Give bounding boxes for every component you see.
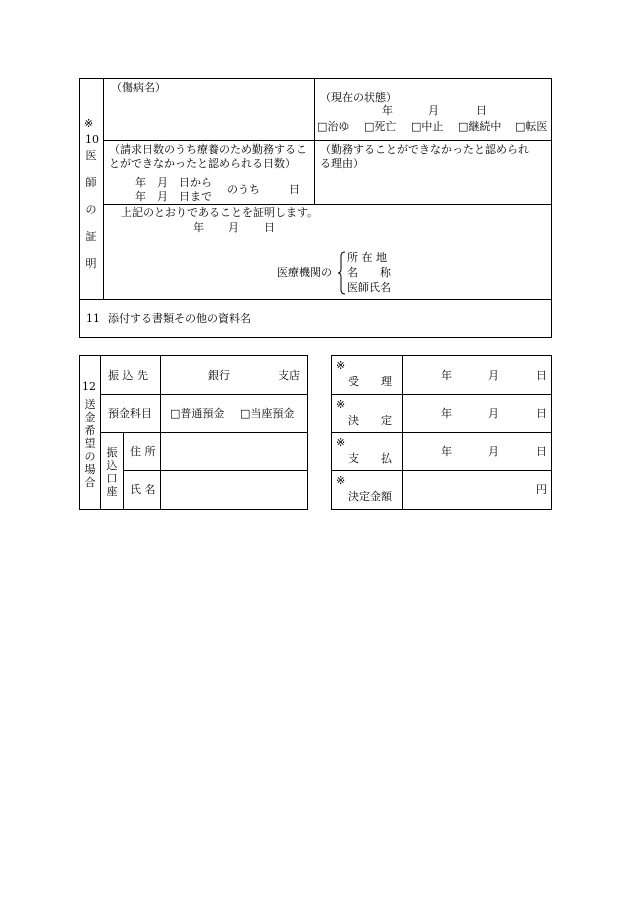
certify-date-month: 月 <box>228 221 239 234</box>
institution-brace-icon <box>337 251 346 295</box>
section10-middle-divider <box>314 78 315 204</box>
section12-row2-divider <box>100 432 308 433</box>
account-type-current[interactable]: □当座預金 <box>240 407 295 420</box>
status-date-day: 日 <box>476 104 487 117</box>
claim-days-label-line2: とができなかったと認められる日数） <box>109 157 296 170</box>
office-decided-label: 決 定 <box>348 414 392 427</box>
bank-label: 銀行 <box>208 369 230 382</box>
account-name-label: 氏 名 <box>130 483 156 496</box>
office-amount-label: 決定金額 <box>348 490 392 503</box>
section10-row1-divider <box>103 140 552 141</box>
office-paid-mark: ※ <box>336 436 346 449</box>
claim-from-date: 年 月 日から <box>135 176 212 189</box>
section12-title: 送 金 希 望 の 場 合 <box>84 398 96 489</box>
status-option-discontinued[interactable]: □中止 <box>411 120 444 133</box>
institution-name-label: 名 称 <box>347 266 391 279</box>
section12-row1-divider <box>100 394 308 395</box>
section10-title: 医 師 の 証 明 <box>85 149 97 270</box>
institution-address-label: 所 在 地 <box>347 251 387 264</box>
claim-day-unit: 日 <box>289 183 300 196</box>
office-decided-mark: ※ <box>336 398 346 411</box>
certify-date-day: 日 <box>264 221 275 234</box>
account-group-label: 振 込 口 座 <box>106 446 118 498</box>
office-paid-year: 年 <box>441 445 452 458</box>
section10-number: 10 <box>85 133 99 146</box>
injury-name-label: （傷病名） <box>111 81 166 94</box>
office-paid-month: 月 <box>488 445 499 458</box>
section10-mark: ※ <box>84 117 94 130</box>
section11-number: 11 <box>86 312 100 325</box>
doctor-name-label: 医師氏名 <box>347 281 391 294</box>
office-decided-day: 日 <box>536 407 547 420</box>
branch-label: 支店 <box>278 369 300 382</box>
reason-label-line2: る理由） <box>320 157 364 170</box>
office-paid-day: 日 <box>536 445 547 458</box>
account-type-label: 預金科目 <box>108 407 152 420</box>
office-row2-divider <box>331 432 552 433</box>
section10-title-divider <box>103 78 104 300</box>
office-paid-label: 支 払 <box>348 452 392 465</box>
office-received-mark: ※ <box>336 359 346 372</box>
section10-row2-divider <box>103 204 552 205</box>
office-row3-divider <box>331 470 552 471</box>
reason-label-line1: （勤務することができなかったと認められ <box>320 143 529 156</box>
status-date-month: 月 <box>428 104 439 117</box>
transfer-to-label: 振 込 先 <box>108 369 148 382</box>
office-decided-month: 月 <box>488 407 499 420</box>
office-decided-year: 年 <box>441 407 452 420</box>
current-status-label: （現在の状態） <box>320 91 397 104</box>
claim-to-date: 年 月 日まで <box>135 190 212 203</box>
office-received-label: 受 理 <box>348 375 392 388</box>
injury-name-field[interactable] <box>108 98 308 136</box>
section12-group-divider <box>123 432 124 510</box>
section12-number: 12 <box>82 380 96 393</box>
status-option-deceased[interactable]: □死亡 <box>364 120 397 133</box>
account-name-field[interactable] <box>163 474 303 504</box>
account-address-field[interactable] <box>163 436 303 466</box>
account-address-label: 住 所 <box>130 445 156 458</box>
office-received-day: 日 <box>536 369 547 382</box>
office-amount-unit: 円 <box>536 483 547 496</box>
status-option-continuing[interactable]: □継続中 <box>458 120 502 133</box>
office-row1-divider <box>331 394 552 395</box>
certify-text: 上記のとおりであることを証明します。 <box>121 206 319 219</box>
institution-label: 医療機関の <box>277 266 332 279</box>
certify-date-year: 年 <box>193 221 204 234</box>
office-received-month: 月 <box>488 369 499 382</box>
status-option-transferred[interactable]: □転医 <box>515 120 548 133</box>
office-amount-mark: ※ <box>336 474 346 487</box>
status-option-cured[interactable]: □治ゆ <box>317 120 350 133</box>
section11-label: 添付する書類その他の資料名 <box>108 312 251 325</box>
account-type-ordinary[interactable]: □普通預金 <box>170 407 225 420</box>
claim-within-label: のうち <box>227 183 260 196</box>
claim-days-label-line1: （請求日数のうち療養のため勤務するこ <box>109 143 307 156</box>
status-date-year: 年 <box>382 104 393 117</box>
section12-row3-divider <box>123 470 308 471</box>
office-received-year: 年 <box>441 369 452 382</box>
